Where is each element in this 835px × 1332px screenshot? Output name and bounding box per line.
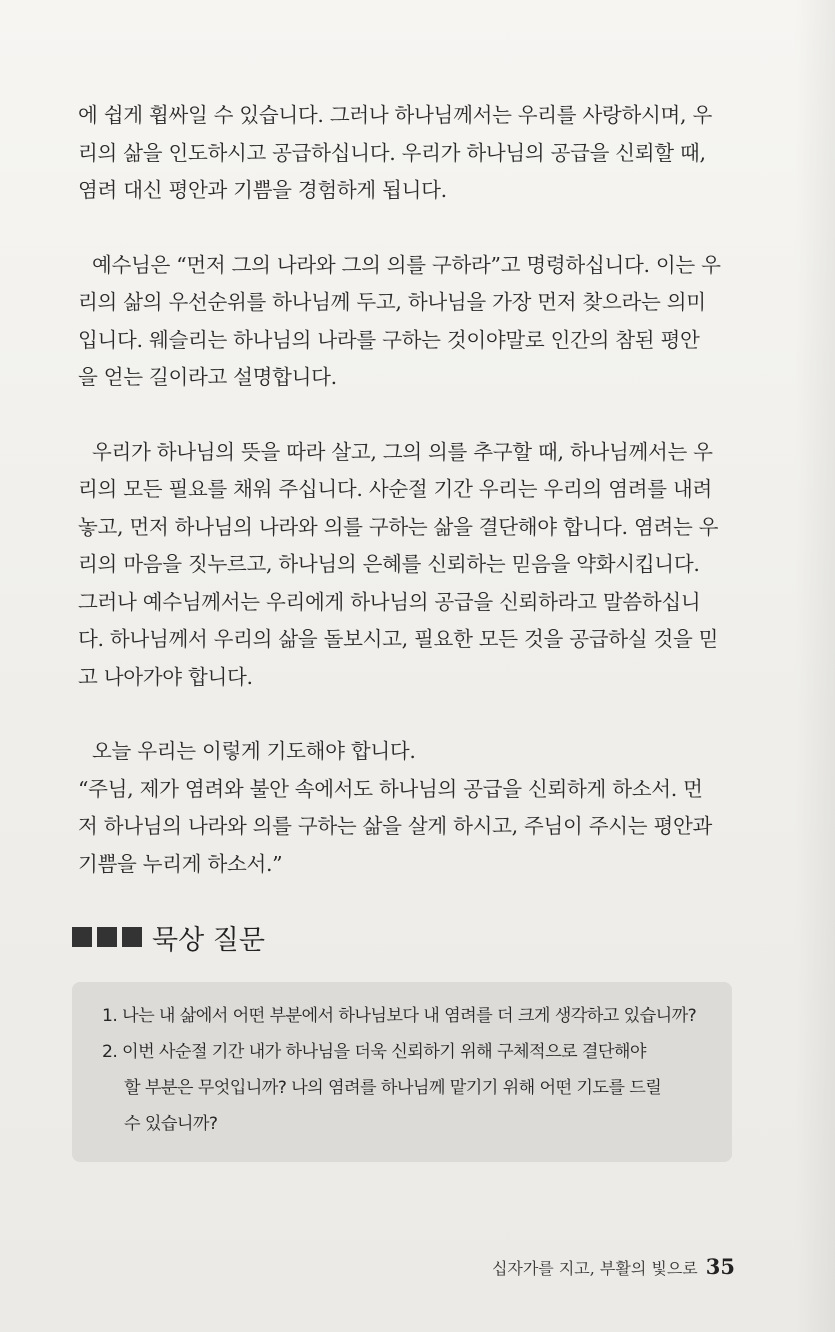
body-text (78, 97, 738, 883)
text-line: 입니다. 웨슬리는 하나님의 나라를 구하는 것이야말로 인간의 참된 평안 (78, 327, 700, 352)
text-line: 에 쉽게 휩싸일 수 있습니다. 그러나 하나님께서는 우리를 사랑하시며, 우 (78, 103, 712, 127)
paragraph-4-prayer (78, 733, 738, 883)
question-line: 1. 나는 내 삶에서 어떤 부분에서 하나님보다 내 염려를 더 크게 생각하고 있습니까? (102, 1006, 697, 1026)
heading-marker-icon (72, 927, 142, 947)
text-line: 놓고, 먼저 하나님의 나라와 의를 구하는 삶을 결단해야 합니다. 염려는 우 (78, 514, 719, 539)
square-icon (122, 927, 142, 947)
text-line: 오늘 우리는 이렇게 기도해야 합니다. (92, 739, 416, 763)
paragraph-1 (78, 97, 738, 210)
text-line: 리의 삶을 인도하시고 공급하십니다. 우리가 하나님의 공급을 신뢰할 때, (78, 140, 706, 165)
text-line: “주님, 제가 염려와 불안 속에서도 하나님의 공급을 신뢰하게 하소서. 먼 (78, 776, 703, 801)
text-line: 그러나 예수님께서는 우리에게 하나님의 공급을 신뢰하라고 말씀하십니 (78, 589, 701, 614)
question-line: 수 있습니까? (124, 1114, 218, 1134)
text-line: 리의 마음을 짓누르고, 하나님의 은혜를 신뢰하는 믿음을 약화시킵니다. (78, 552, 700, 576)
text-line: 저 하나님의 나라와 의를 구하는 삶을 살게 하시고, 주님이 주시는 평안과 (78, 814, 712, 838)
paragraph-2 (78, 247, 738, 397)
question-1 (102, 998, 710, 1034)
page-edge-shadow (795, 0, 835, 1332)
page-footer (492, 1254, 735, 1279)
section-heading-label: 묵상 질문 (152, 924, 265, 956)
text-line: 을 얻는 길이라고 설명합니다. (78, 365, 337, 389)
question-line: 2. 이번 사순절 기간 내가 하나님을 더욱 신뢰하기 위해 구체적으로 결단해야 (102, 1042, 646, 1062)
question-line: 할 부분은 무엇입니까? 나의 염려를 하나님께 맡기기 위해 어떤 기도를 드릴 (124, 1078, 662, 1098)
text-line: 리의 삶의 우선순위를 하나님께 두고, 하나님을 가장 먼저 찾으라는 의미 (78, 290, 706, 314)
text-line: 기쁨을 누리게 하소서.” (78, 851, 283, 876)
text-line: 염려 대신 평안과 기쁨을 경험하게 됩니다. (78, 178, 447, 202)
running-title: 십자가를 지고, 부활의 빛으로 (491, 1259, 698, 1278)
square-icon (97, 927, 117, 947)
text-line: 리의 모든 필요를 채워 주십니다. 사순절 기간 우리는 우리의 염려를 내려 (78, 477, 712, 501)
section-heading (72, 913, 265, 961)
text-line: 우리가 하나님의 뜻을 따라 살고, 그의 의를 추구할 때, 하나님께서는 우 (92, 439, 713, 464)
square-icon (72, 927, 92, 947)
meditation-questions-box (72, 982, 732, 1162)
question-2 (102, 1034, 710, 1142)
paragraph-3 (78, 434, 738, 697)
page-number: 35 (705, 1254, 735, 1279)
text-line: 고 나아가야 합니다. (78, 664, 253, 689)
text-line: 다. 하나님께서 우리의 삶을 돌보시고, 필요한 모든 것을 공급하실 것을 믿 (78, 627, 719, 651)
text-line: 예수님은 “먼저 그의 나라와 그의 의를 구하라”고 명령하십니다. 이는 우 (92, 252, 721, 277)
